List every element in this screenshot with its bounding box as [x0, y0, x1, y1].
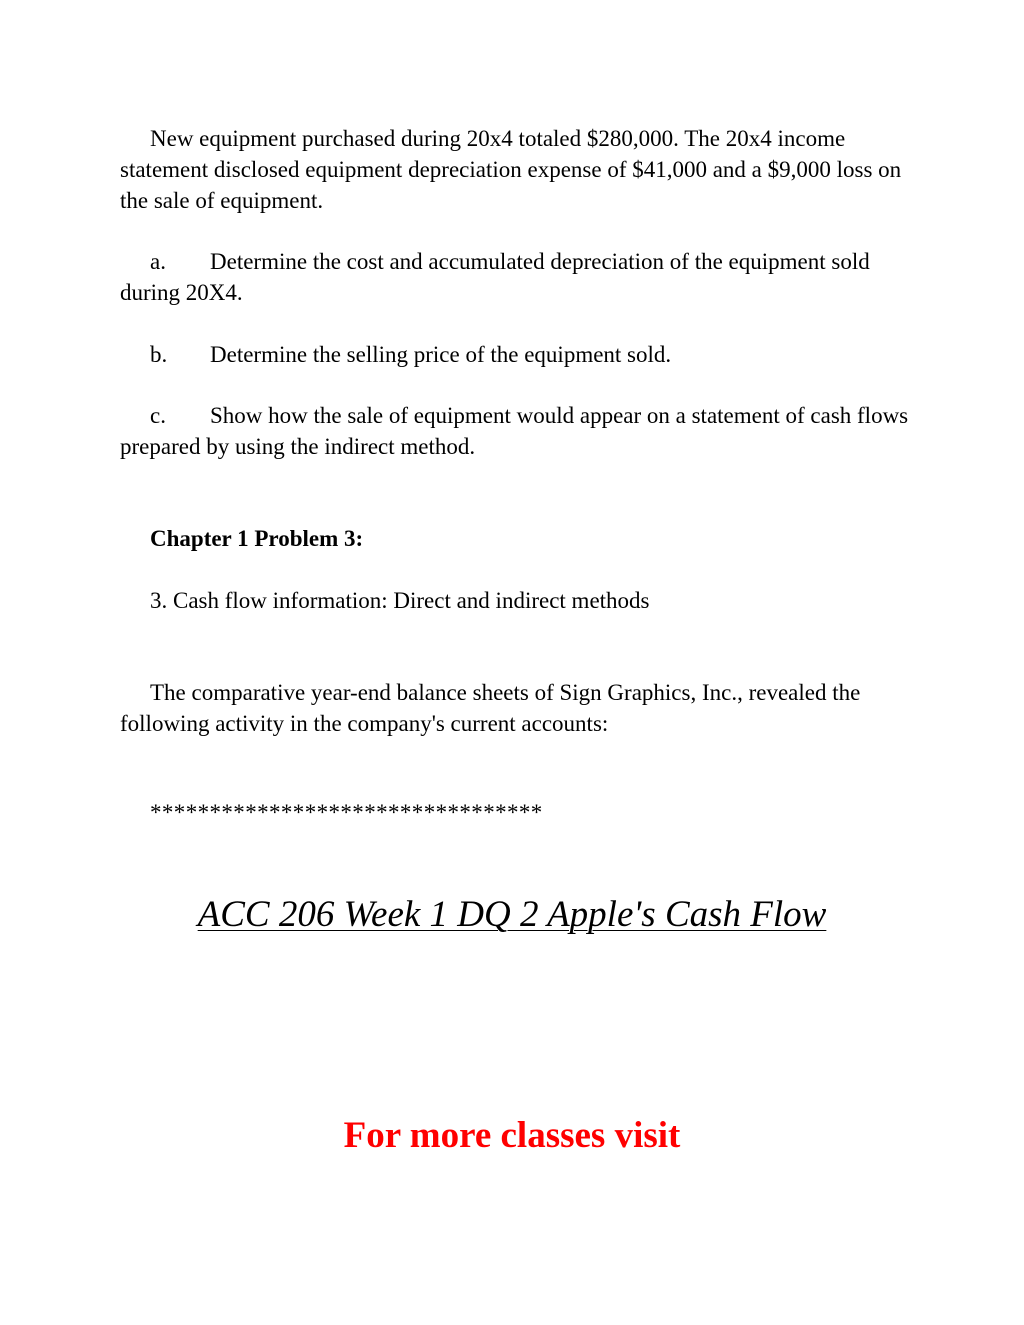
- equipment-intro-paragraph: [120, 123, 920, 216]
- promo-heading: For more classes visit: [343, 1115, 681, 1156]
- question-a-marker: a.: [150, 249, 166, 274]
- problem-title-text: 3. Cash flow information: Direct and indirect methods: [150, 588, 650, 613]
- asterisk-separator: *********************************: [150, 800, 543, 825]
- balance-sheet-intro-paragraph: [120, 677, 920, 739]
- course-link-title[interactable]: ACC 206 Week 1 DQ 2 Apple's Cash Flow: [197, 894, 827, 935]
- equipment-intro-text: New equipment purchased during 20x4 totaled $280,000. The 20x4 income statement disclosed equipment depreciation expense of $41,000 and a $9,000 loss on the sale of equipment.: [120, 126, 902, 213]
- balance-sheet-intro-text: The comparative year-end balance sheets of Sign Graphics, Inc., revealed the following activity in the company's current accounts:: [120, 680, 861, 736]
- problem-title: [120, 585, 920, 616]
- question-b-marker: b.: [150, 342, 168, 367]
- question-a-paragraph: [120, 246, 920, 308]
- question-c-marker: c.: [150, 403, 166, 428]
- question-c-paragraph: [120, 400, 920, 462]
- question-c-text: Show how the sale of equipment would appear on a statement of cash flows prepared by using the indirect method.: [120, 403, 909, 459]
- question-b-paragraph: [120, 339, 920, 370]
- chapter-heading: [120, 523, 920, 554]
- question-b-text: Determine the selling price of the equipment sold.: [210, 342, 672, 367]
- question-a-text: Determine the cost and accumulated depreciation of the equipment sold during 20X4.: [120, 249, 870, 305]
- chapter-heading-text: Chapter 1 Problem 3:: [150, 526, 364, 551]
